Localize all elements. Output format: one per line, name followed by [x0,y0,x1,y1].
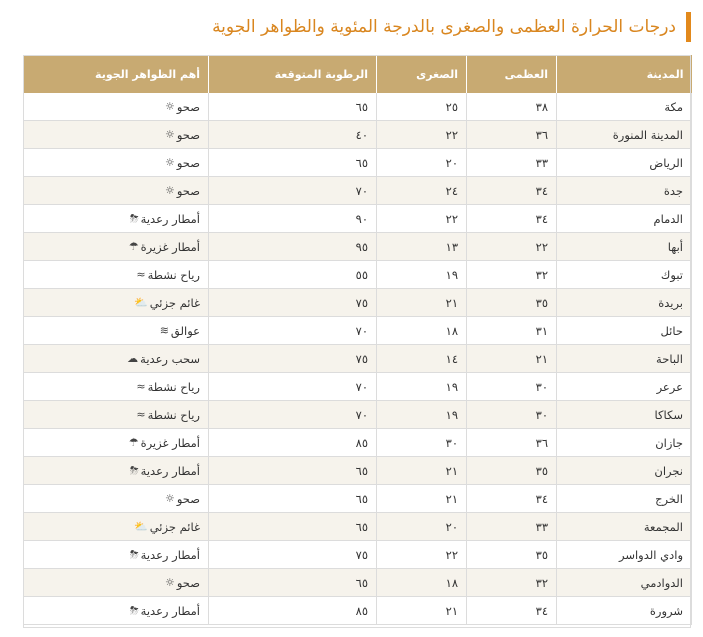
thunderstorm-icon: ⛈ [129,603,139,617]
cell-max: ٣٤ [467,177,557,205]
thunderstorm-icon: ⛈ [129,547,139,561]
cell-city: مكة [557,93,692,121]
phenomena-wrap [136,380,200,394]
cell-humidity: ٩٠ [209,205,377,233]
cell-max: ٣٢ [467,261,557,289]
table-row [24,289,692,317]
cell-humidity: ٩٥ [209,233,377,261]
sun-icon: ☼ [164,156,175,169]
header-max: العظمى [467,55,557,93]
cell-city: الباحة [557,345,692,373]
phenomena-wrap [130,212,200,226]
table-row [24,149,692,177]
cell-phenomena [24,345,209,373]
cell-max: ٣٥ [467,541,557,569]
table-row [24,345,692,373]
cell-humidity: ٦٥ [209,569,377,597]
cell-min: ٢٠ [377,513,467,541]
phenomena-wrap [129,436,200,450]
table-row [24,457,692,485]
phenomena-label: أمطار غزيرة [140,239,200,254]
phenomena-label: أمطار رعدية [140,463,200,478]
table-row [24,401,692,429]
cell-max: ٣١ [467,317,557,345]
wind-icon: ≈ [136,380,146,393]
cell-min: ٢٢ [377,121,467,149]
phenomena-wrap [134,520,200,534]
cell-max: ٣٤ [467,597,557,625]
phenomena-label: صحو [176,183,200,198]
cell-phenomena [24,261,209,289]
table-row [24,205,692,233]
table-body [24,93,692,625]
cell-humidity: ٧٠ [209,317,377,345]
cell-min: ١٣ [377,233,467,261]
phenomena-label: صحو [176,155,200,170]
cell-min: ٢١ [377,597,467,625]
partly-cloudy-icon: ⛅ [134,520,148,533]
table-row [24,121,692,149]
phenomena-label: صحو [176,99,200,114]
table-row [24,317,692,345]
cell-humidity: ٧٥ [209,541,377,569]
phenomena-label: صحو [176,575,200,590]
sun-icon: ☼ [164,492,175,505]
phenomena-label: صحو [176,127,200,142]
cell-max: ٣٥ [467,457,557,485]
cell-max: ٣٠ [467,373,557,401]
cell-phenomena [24,429,209,457]
table-row [24,261,692,289]
phenomena-wrap [165,156,200,170]
cell-phenomena [24,289,209,317]
cell-phenomena [24,233,209,261]
cell-city: نجران [557,457,692,485]
cell-min: ٢١ [377,289,467,317]
table-row [24,177,692,205]
cell-humidity: ٦٥ [209,457,377,485]
phenomena-wrap [130,464,200,478]
cell-city: حائل [557,317,692,345]
cell-max: ٣٤ [467,205,557,233]
heavy-rain-icon: ☂ [128,436,139,449]
cell-phenomena [24,93,209,121]
wind-icon: ≈ [136,408,146,421]
phenomena-wrap [130,548,200,562]
cell-humidity: ٧٥ [209,345,377,373]
page-title: درجات الحرارة العظمى والصغرى بالدرجة المئوية والظواهر الجوية [212,17,676,37]
cell-city: عرعر [557,373,692,401]
cell-phenomena [24,205,209,233]
cell-max: ٢١ [467,345,557,373]
header-city: المدينة [557,55,692,93]
table-row [24,233,692,261]
phenomena-label: غائم جزئي [149,519,200,534]
cell-phenomena [24,373,209,401]
cell-max: ٣٤ [467,485,557,513]
cell-min: ١٩ [377,261,467,289]
cell-min: ٢١ [377,485,467,513]
cell-min: ٢٢ [377,541,467,569]
page-header [212,12,691,42]
phenomena-wrap [136,408,200,422]
cell-phenomena [24,177,209,205]
cell-min: ٢١ [377,457,467,485]
cell-min: ٢٥ [377,93,467,121]
phenomena-label: أمطار غزيرة [140,435,200,450]
cell-phenomena [24,121,209,149]
cell-min: ١٨ [377,317,467,345]
phenomena-label: صحو [176,491,200,506]
phenomena-label: رياح نشطة [147,379,200,394]
header-min: الصغرى [377,55,467,93]
cell-humidity: ٦٥ [209,513,377,541]
cell-humidity: ٥٥ [209,261,377,289]
phenomena-wrap [129,240,200,254]
sun-icon: ☼ [164,128,175,141]
table-row [24,513,692,541]
title-accent-bar [686,12,691,42]
cell-humidity: ٦٥ [209,485,377,513]
phenomena-label: غائم جزئي [149,295,200,310]
cell-city: جازان [557,429,692,457]
thundercloud-icon: ☁ [127,352,139,365]
cell-humidity: ٤٠ [209,121,377,149]
phenomena-wrap [165,184,200,198]
phenomena-wrap [134,296,200,310]
cell-max: ٣٢ [467,569,557,597]
phenomena-wrap [165,492,200,506]
phenomena-wrap [165,100,200,114]
table-row [24,485,692,513]
cell-phenomena [24,597,209,625]
cell-humidity: ٦٥ [209,149,377,177]
cell-city: المدينة المنورة [557,121,692,149]
phenomena-wrap [136,268,200,282]
cell-max: ٣٥ [467,289,557,317]
cell-max: ٢٢ [467,233,557,261]
thunderstorm-icon: ⛈ [129,463,139,477]
cell-city: المجمعة [557,513,692,541]
cell-city: الدمام [557,205,692,233]
cell-humidity: ٦٥ [209,93,377,121]
phenomena-label: عوالق [170,323,200,338]
phenomena-label: رياح نشطة [147,267,200,282]
cell-phenomena [24,149,209,177]
sun-icon: ☼ [164,576,175,589]
heavy-rain-icon: ☂ [128,240,139,253]
cell-city: وادي الدواسر [557,541,692,569]
table-row [24,373,692,401]
table-row [24,569,692,597]
phenomena-label: أمطار رعدية [140,603,200,618]
cell-max: ٣٨ [467,93,557,121]
cell-city: الخرج [557,485,692,513]
table-row [24,93,692,121]
cell-phenomena [24,485,209,513]
phenomena-wrap [160,324,200,338]
phenomena-wrap [127,352,200,366]
cell-city: الدوادمي [557,569,692,597]
cell-city: أبها [557,233,692,261]
cell-max: ٣٣ [467,513,557,541]
cell-city: بريدة [557,289,692,317]
phenomena-label: أمطار رعدية [140,211,200,226]
cell-city: جدة [557,177,692,205]
cell-phenomena [24,401,209,429]
cell-phenomena [24,513,209,541]
partly-cloudy-icon: ⛅ [134,296,148,309]
table-row [24,597,692,625]
phenomena-label: رياح نشطة [147,407,200,422]
cell-city: سكاكا [557,401,692,429]
cell-humidity: ٨٥ [209,429,377,457]
cell-phenomena [24,457,209,485]
table-row [24,429,692,457]
table-header-row [24,55,692,93]
thunderstorm-icon: ⛈ [129,211,139,225]
cell-max: ٣٦ [467,429,557,457]
phenomena-label: سحب رعدية [140,351,200,366]
phenomena-wrap [165,576,200,590]
cell-min: ٢٠ [377,149,467,177]
cell-humidity: ٧٠ [209,373,377,401]
cell-humidity: ٨٥ [209,597,377,625]
sun-icon: ☼ [164,100,175,113]
cell-min: ١٩ [377,373,467,401]
wind-icon: ≈ [136,268,146,281]
cell-humidity: ٧٥ [209,289,377,317]
sun-icon: ☼ [164,184,175,197]
table-row [24,541,692,569]
cell-city: الرياض [557,149,692,177]
cell-city: تبوك [557,261,692,289]
cell-city: شرورة [557,597,692,625]
cell-min: ٣٠ [377,429,467,457]
phenomena-label: أمطار رعدية [140,547,200,562]
weather-table [23,55,692,625]
cell-max: ٣٦ [467,121,557,149]
cell-min: ١٩ [377,401,467,429]
cell-max: ٣٠ [467,401,557,429]
header-phenomena: أهم الظواهر الجوية [24,55,209,93]
cell-phenomena [24,569,209,597]
dust-icon: ≋ [159,324,169,337]
phenomena-wrap [130,604,200,618]
cell-min: ٢٢ [377,205,467,233]
cell-min: ١٨ [377,569,467,597]
cell-humidity: ٧٠ [209,177,377,205]
cell-max: ٣٣ [467,149,557,177]
cell-min: ٢٤ [377,177,467,205]
cell-humidity: ٧٠ [209,401,377,429]
header-humidity: الرطوبة المتوقعة [209,55,377,93]
cell-phenomena [24,541,209,569]
cell-min: ١٤ [377,345,467,373]
cell-phenomena [24,317,209,345]
phenomena-wrap [165,128,200,142]
